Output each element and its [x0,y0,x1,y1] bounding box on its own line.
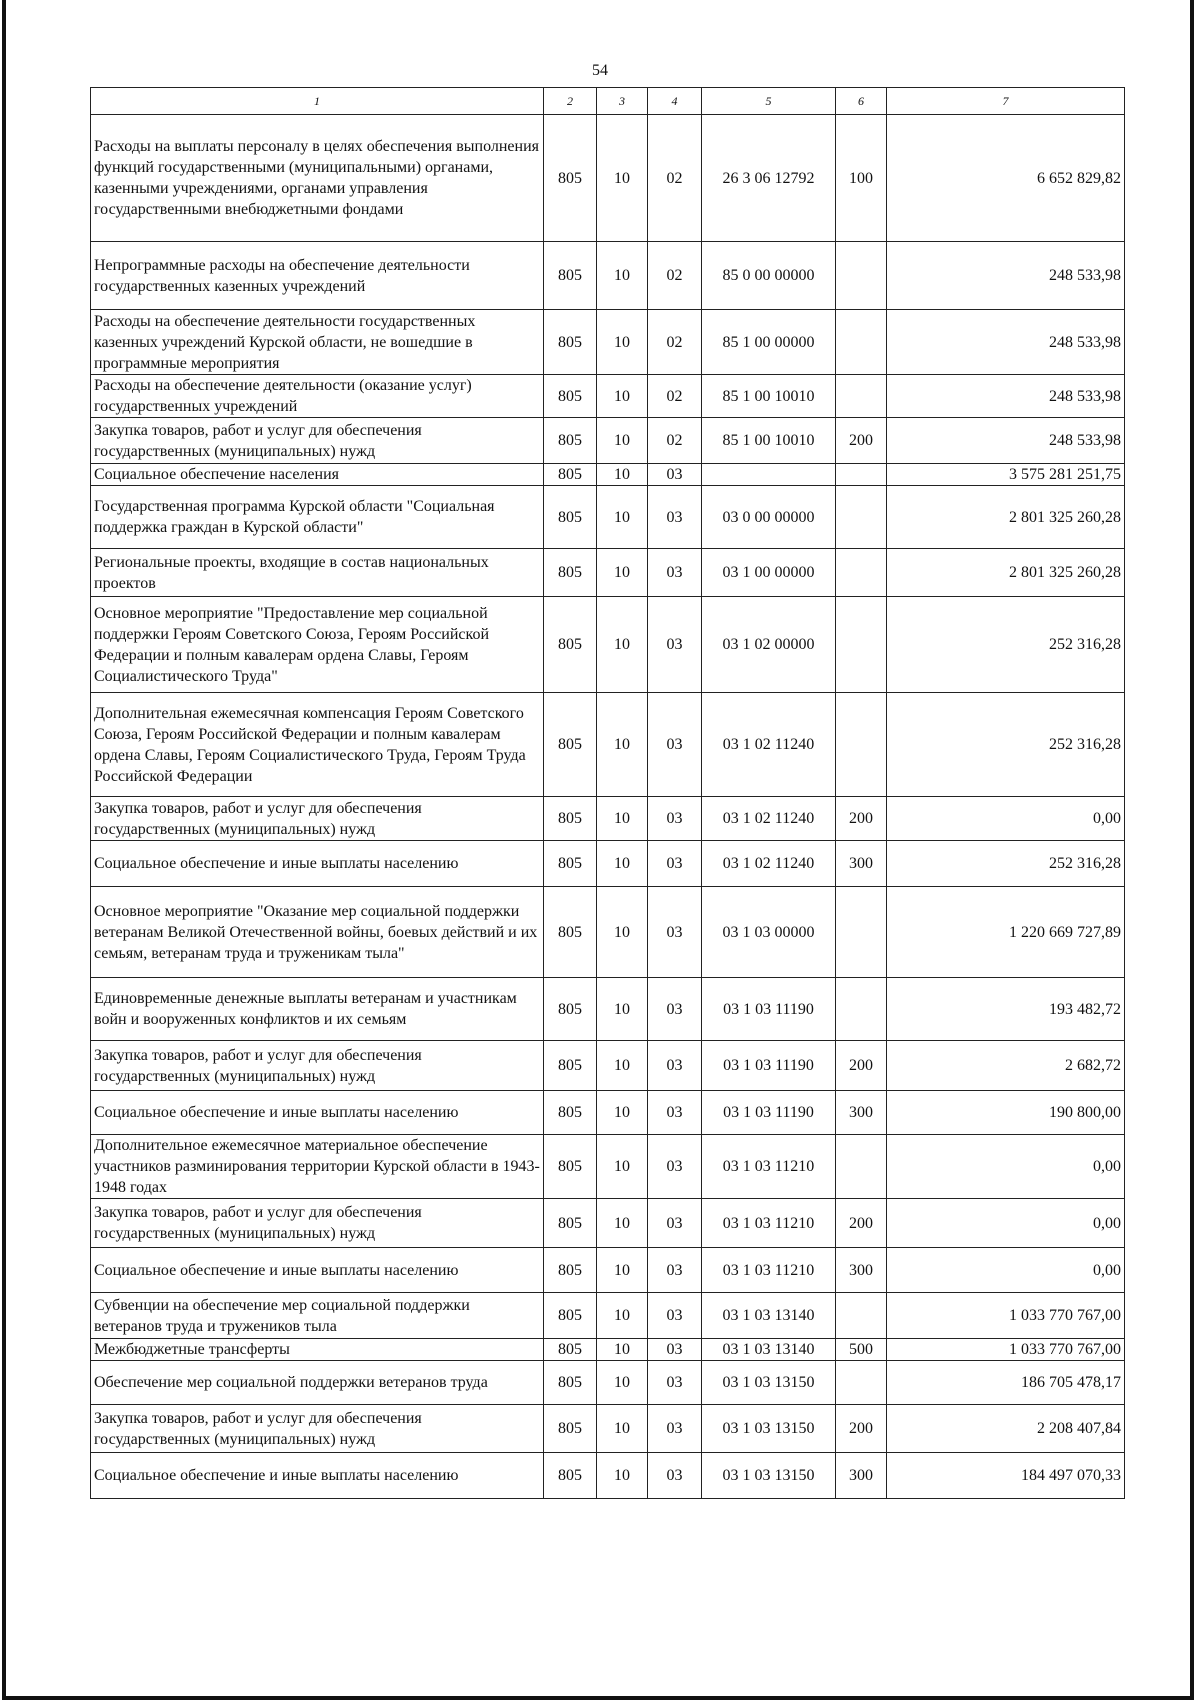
code-cell-c3: 10 [597,1091,648,1135]
code-cell-c2: 805 [544,418,597,464]
table-row [91,1041,1125,1091]
expense-name-cell: Социальное обеспечение и иные выплаты населению [91,1091,544,1135]
code-cell-c3: 10 [597,1041,648,1091]
expense-name-cell: Непрограммные расходы на обеспечение деятельности государственных казенных учреждений [91,242,544,310]
code-cell-c4: 03 [648,549,702,597]
code-cell-c6: 200 [836,797,887,841]
expense-name-cell: Закупка товаров, работ и услуг для обеспечения государственных (муниципальных) нужд [91,1199,544,1248]
code-cell-c6: 300 [836,1091,887,1135]
code-cell-c4: 03 [648,1361,702,1405]
code-cell-c5: 03 1 03 13140 [702,1293,836,1339]
code-cell-c4: 03 [648,1135,702,1199]
code-cell-c4: 03 [648,841,702,887]
amount-cell: 1 033 770 767,00 [887,1293,1125,1339]
code-cell-c4: 03 [648,1199,702,1248]
expense-name-cell: Дополнительное ежемесячное материальное обеспечение участников разминирования территории Курской области в 1943-1948 годах [91,1135,544,1199]
table-row [91,1199,1125,1248]
table-row [91,978,1125,1041]
code-cell-c5: 03 1 03 11190 [702,978,836,1041]
code-cell-c5: 03 1 03 11210 [702,1248,836,1293]
amount-cell: 2 801 325 260,28 [887,549,1125,597]
code-cell-c6 [836,375,887,418]
expense-name-cell: Расходы на выплаты персоналу в целях обеспечения выполнения функций государственными (муниципальными) органами, казенными учреждениями, органами управления государственными внебюджетными фондами [91,115,544,242]
code-cell-c4: 03 [648,887,702,978]
code-cell-c4: 03 [648,1041,702,1091]
table-row [91,693,1125,797]
code-cell-c3: 10 [597,1248,648,1293]
table-row [91,310,1125,375]
table-row [91,1135,1125,1199]
code-cell-c6: 200 [836,1041,887,1091]
code-cell-c6: 200 [836,418,887,464]
column-number-row [91,88,1125,115]
code-cell-c2: 805 [544,597,597,693]
code-cell-c3: 10 [597,1361,648,1405]
code-cell-c2: 805 [544,1135,597,1199]
expense-name-cell: Закупка товаров, работ и услуг для обеспечения государственных (муниципальных) нужд [91,1041,544,1091]
code-cell-c6 [836,242,887,310]
column-header: 1 [91,88,544,115]
code-cell-c3: 10 [597,797,648,841]
expense-name-cell: Межбюджетные трансферты [91,1339,544,1361]
expense-name-cell: Государственная программа Курской области "Социальная поддержка граждан в Курской области" [91,486,544,549]
table-row [91,1361,1125,1405]
code-cell-c2: 805 [544,115,597,242]
code-cell-c5: 03 1 02 11240 [702,693,836,797]
code-cell-c5: 03 1 03 11190 [702,1041,836,1091]
column-header: 6 [836,88,887,115]
code-cell-c6: 200 [836,1405,887,1453]
code-cell-c6: 100 [836,115,887,242]
code-cell-c6: 300 [836,1453,887,1499]
code-cell-c3: 10 [597,549,648,597]
code-cell-c4: 03 [648,1453,702,1499]
code-cell-c5: 03 1 00 00000 [702,549,836,597]
code-cell-c3: 10 [597,1199,648,1248]
table-row [91,464,1125,486]
code-cell-c4: 03 [648,597,702,693]
code-cell-c4: 03 [648,797,702,841]
code-cell-c2: 805 [544,887,597,978]
code-cell-c2: 805 [544,1339,597,1361]
code-cell-c5: 85 1 00 00000 [702,310,836,375]
table-row [91,797,1125,841]
code-cell-c3: 10 [597,887,648,978]
table-row [91,418,1125,464]
code-cell-c5: 03 1 03 13150 [702,1405,836,1453]
expense-name-cell: Социальное обеспечение и иные выплаты населению [91,1453,544,1499]
code-cell-c4: 02 [648,418,702,464]
code-cell-c4: 02 [648,310,702,375]
amount-cell: 184 497 070,33 [887,1453,1125,1499]
code-cell-c5 [702,464,836,486]
code-cell-c3: 10 [597,597,648,693]
code-cell-c4: 03 [648,978,702,1041]
code-cell-c4: 03 [648,693,702,797]
amount-cell: 1 220 669 727,89 [887,887,1125,978]
code-cell-c6 [836,978,887,1041]
amount-cell: 186 705 478,17 [887,1361,1125,1405]
code-cell-c3: 10 [597,486,648,549]
code-cell-c5: 26 3 06 12792 [702,115,836,242]
code-cell-c2: 805 [544,797,597,841]
code-cell-c5: 85 0 00 00000 [702,242,836,310]
table-row [91,375,1125,418]
expense-name-cell: Основное мероприятие "Оказание мер социальной поддержки ветеранам Великой Отечественной войны, боевых действий и их семьям, ветеранам труда и труженикам тыла" [91,887,544,978]
code-cell-c6 [836,486,887,549]
table-row [91,1091,1125,1135]
expense-name-cell: Основное мероприятие "Предоставление мер социальной поддержки Героям Советского Союза, Героям Российской Федерации и полным кавалерам ордена Славы, Героям Социалистического Труда" [91,597,544,693]
code-cell-c3: 10 [597,242,648,310]
column-header: 4 [648,88,702,115]
code-cell-c5: 85 1 00 10010 [702,418,836,464]
code-cell-c6 [836,1135,887,1199]
code-cell-c2: 805 [544,1453,597,1499]
table-row [91,1339,1125,1361]
column-header: 3 [597,88,648,115]
code-cell-c4: 02 [648,115,702,242]
code-cell-c6 [836,887,887,978]
code-cell-c3: 10 [597,1405,648,1453]
amount-cell: 252 316,28 [887,693,1125,797]
code-cell-c4: 03 [648,1339,702,1361]
code-cell-c2: 805 [544,1361,597,1405]
table-row [91,1293,1125,1339]
code-cell-c5: 03 1 03 13150 [702,1361,836,1405]
amount-cell: 248 533,98 [887,310,1125,375]
table-body [91,115,1125,1499]
code-cell-c2: 805 [544,486,597,549]
code-cell-c5: 03 1 02 00000 [702,597,836,693]
code-cell-c3: 10 [597,1293,648,1339]
code-cell-c6: 300 [836,1248,887,1293]
code-cell-c3: 10 [597,693,648,797]
code-cell-c2: 805 [544,1091,597,1135]
table-row [91,115,1125,242]
code-cell-c3: 10 [597,115,648,242]
table-row [91,597,1125,693]
expense-name-cell: Региональные проекты, входящие в состав национальных проектов [91,549,544,597]
expense-name-cell: Закупка товаров, работ и услуг для обеспечения государственных (муниципальных) нужд [91,1405,544,1453]
code-cell-c5: 85 1 00 10010 [702,375,836,418]
expense-name-cell: Социальное обеспечение населения [91,464,544,486]
code-cell-c6: 500 [836,1339,887,1361]
code-cell-c2: 805 [544,1405,597,1453]
code-cell-c5: 03 1 02 11240 [702,797,836,841]
code-cell-c4: 02 [648,375,702,418]
expense-name-cell: Социальное обеспечение и иные выплаты населению [91,1248,544,1293]
amount-cell: 0,00 [887,1199,1125,1248]
expense-name-cell: Закупка товаров, работ и услуг для обеспечения государственных (муниципальных) нужд [91,418,544,464]
code-cell-c6 [836,310,887,375]
code-cell-c5: 03 1 03 13150 [702,1453,836,1499]
table-row [91,242,1125,310]
code-cell-c3: 10 [597,1453,648,1499]
code-cell-c2: 805 [544,1199,597,1248]
table-row [91,887,1125,978]
code-cell-c5: 03 1 03 13140 [702,1339,836,1361]
code-cell-c2: 805 [544,693,597,797]
code-cell-c6 [836,464,887,486]
code-cell-c5: 03 0 00 00000 [702,486,836,549]
page-number: 54 [592,62,608,79]
column-header: 5 [702,88,836,115]
code-cell-c3: 10 [597,375,648,418]
code-cell-c4: 03 [648,1248,702,1293]
code-cell-c6 [836,693,887,797]
code-cell-c3: 10 [597,1135,648,1199]
amount-cell: 0,00 [887,1248,1125,1293]
code-cell-c3: 10 [597,464,648,486]
code-cell-c6 [836,1361,887,1405]
amount-cell: 6 652 829,82 [887,115,1125,242]
code-cell-c2: 805 [544,310,597,375]
amount-cell: 248 533,98 [887,418,1125,464]
code-cell-c2: 805 [544,242,597,310]
amount-cell: 0,00 [887,797,1125,841]
expense-name-cell: Расходы на обеспечение деятельности государственных казенных учреждений Курской области, не вошедшие в программные мероприятия [91,310,544,375]
code-cell-c3: 10 [597,310,648,375]
expense-name-cell: Субвенции на обеспечение мер социальной поддержки ветеранов труда и тружеников тыла [91,1293,544,1339]
table-row [91,1248,1125,1293]
amount-cell: 1 033 770 767,00 [887,1339,1125,1361]
code-cell-c6 [836,597,887,693]
table-row [91,1453,1125,1499]
code-cell-c2: 805 [544,1248,597,1293]
expense-name-cell: Единовременные денежные выплаты ветеранам и участникам войн и вооруженных конфликтов и их семьям [91,978,544,1041]
code-cell-c5: 03 1 02 11240 [702,841,836,887]
code-cell-c4: 03 [648,1091,702,1135]
code-cell-c6 [836,549,887,597]
code-cell-c2: 805 [544,1293,597,1339]
code-cell-c3: 10 [597,978,648,1041]
code-cell-c3: 10 [597,418,648,464]
amount-cell: 252 316,28 [887,841,1125,887]
code-cell-c5: 03 1 03 11210 [702,1199,836,1248]
expense-name-cell: Обеспечение мер социальной поддержки ветеранов труда [91,1361,544,1405]
code-cell-c6 [836,1293,887,1339]
table-row [91,549,1125,597]
table-row [91,1405,1125,1453]
budget-table [90,87,1125,1499]
code-cell-c3: 10 [597,841,648,887]
expense-name-cell: Социальное обеспечение и иные выплаты населению [91,841,544,887]
code-cell-c2: 805 [544,464,597,486]
table-row [91,841,1125,887]
amount-cell: 248 533,98 [887,375,1125,418]
amount-cell: 190 800,00 [887,1091,1125,1135]
expense-name-cell: Расходы на обеспечение деятельности (оказание услуг) государственных учреждений [91,375,544,418]
code-cell-c3: 10 [597,1339,648,1361]
code-cell-c5: 03 1 03 11190 [702,1091,836,1135]
amount-cell: 2 682,72 [887,1041,1125,1091]
code-cell-c4: 03 [648,1405,702,1453]
amount-cell: 248 533,98 [887,242,1125,310]
amount-cell: 3 575 281 251,75 [887,464,1125,486]
amount-cell: 193 482,72 [887,978,1125,1041]
code-cell-c5: 03 1 03 00000 [702,887,836,978]
code-cell-c5: 03 1 03 11210 [702,1135,836,1199]
code-cell-c4: 03 [648,1293,702,1339]
column-header: 2 [544,88,597,115]
code-cell-c6: 200 [836,1199,887,1248]
code-cell-c2: 805 [544,375,597,418]
table-row [91,486,1125,549]
code-cell-c2: 805 [544,978,597,1041]
code-cell-c2: 805 [544,1041,597,1091]
code-cell-c2: 805 [544,549,597,597]
code-cell-c4: 02 [648,242,702,310]
expense-name-cell: Дополнительная ежемесячная компенсация Героям Советского Союза, Героям Российской Федерации и полным кавалерам ордена Славы, Героям Социалистического Труда, Героям Труда Российской Федерации [91,693,544,797]
amount-cell: 2 801 325 260,28 [887,486,1125,549]
amount-cell: 252 316,28 [887,597,1125,693]
code-cell-c4: 03 [648,464,702,486]
expense-name-cell: Закупка товаров, работ и услуг для обеспечения государственных (муниципальных) нужд [91,797,544,841]
column-header: 7 [887,88,1125,115]
amount-cell: 0,00 [887,1135,1125,1199]
code-cell-c4: 03 [648,486,702,549]
amount-cell: 2 208 407,84 [887,1405,1125,1453]
code-cell-c2: 805 [544,841,597,887]
code-cell-c6: 300 [836,841,887,887]
